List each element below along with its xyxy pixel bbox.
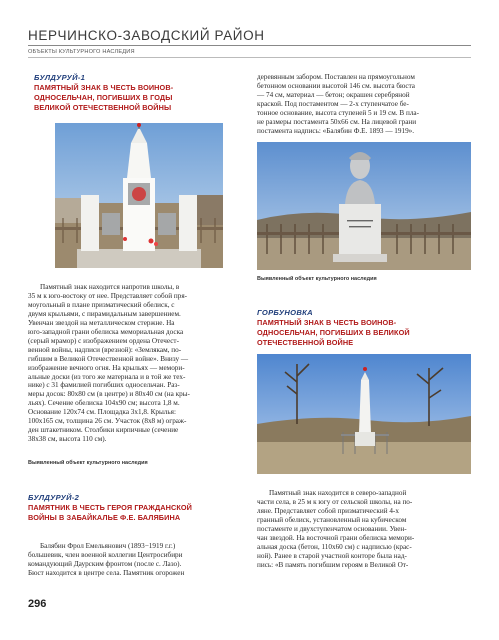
photo-obelisk-buldurui (55, 123, 223, 268)
text-line: 35 м к юго-востоку от нее. Представляет собой пря- (28, 291, 188, 300)
location-buldurui-1: БУЛДУРУЙ-1 (34, 73, 86, 82)
text-line: постаменте и двухступенчатом основании. Увен- (257, 524, 407, 533)
text-line: ной). Ранее в старой участной конторе была над- (257, 551, 407, 560)
text-line: части села, в 25 м к югу от сельской школы, на по- (257, 497, 413, 506)
text-line: не размеры постамента 50х66 см. На лицевой грани (257, 117, 417, 126)
text-line: льях). Сечение обелиска 104х90 см; высота 1,8 м. (28, 399, 180, 408)
text-line: гранный обелиск, установленный на кубическом (257, 515, 407, 524)
subheader-rule (28, 57, 471, 58)
text-line: 38х38 см, высота 110 см). (28, 435, 107, 444)
monument-title-2 (28, 503, 244, 523)
text-line: — 74 см, материал — бетон; окрашен серебряной (257, 90, 410, 99)
text-line: двумя крыльями, с пирамидальным завершением. (28, 309, 181, 318)
monument-title-1 (34, 83, 244, 113)
text-line: моугольный в плане призматический обелиск, с (28, 300, 175, 309)
header-rule (28, 45, 471, 46)
text-line: гибшим в Великой Отечественной войне». Внизу — (28, 354, 189, 363)
text-line: тонное основание, высота ступеней 5 и 19 см. В пла- (257, 108, 420, 117)
photo-caption-2: Выявленный объект культурного наследия (257, 276, 377, 282)
body-text-buldurui-2-continued (257, 73, 471, 136)
title-line: ПАМЯТНЫЙ ЗНАК В ЧЕСТЬ ВОИНОВ- (257, 318, 397, 327)
text-line: Балябин Фрол Емельянович (1893−1919 г.г.) (40, 542, 176, 550)
location-buldurui-2: БУЛДУРУЙ-2 (28, 493, 80, 502)
text-line: Увенчан звездой на металлическом стержне. На (28, 318, 175, 327)
text-line: деревянным забором. Поставлен на прямоугольном (257, 73, 415, 81)
text-line: 100х165 см, толщина 26 см. Участок (8х8 м) ограж- (28, 417, 187, 426)
location-gorbunovka: ГОРБУНОВКА (257, 308, 313, 317)
text-line: постамента надпись: «Балябин Ф.Е. 1893 — 1919». (257, 126, 415, 135)
text-line: Памятный знак находится в северо-западной (269, 489, 407, 497)
text-line: пись: «В память погибшим героям в Великой От- (257, 560, 409, 569)
section-subheader: ОБЪЕКТЫ КУЛЬТУРНОГО НАСЛЕДИЯ (28, 49, 135, 55)
body-text-buldurui-2 (28, 542, 242, 578)
text-line: командующий Даурским фронтом (после с. Лазо). (28, 559, 182, 568)
body-text-gorbunovka (257, 489, 471, 570)
text-line: бетонном основании высотой 146 см. высота бюста (257, 81, 415, 90)
text-line: краской. Под постаментом — 2-х ступенчатое бе- (257, 99, 409, 108)
text-line: (серый мрамор) с изображением ордена Отечест- (28, 336, 179, 345)
photo-obelisk-gorbunovka (257, 354, 471, 474)
title-line: ВОЙНЫ В ЗАБАЙКАЛЬЕ Ф.Е. БАЛЯБИНА (28, 513, 181, 522)
text-line: изображение вечного огня. На крыльях — мемори- (28, 363, 185, 372)
title-line: ПАМЯТНИК В ЧЕСТЬ ГЕРОЯ ГРАЖДАНСКОЙ (28, 503, 193, 512)
monument-title-3 (257, 318, 471, 348)
text-line: большевик, член военной коллегии Центросибири (28, 550, 183, 559)
text-line: меры досок: 80х80 см (в центре) и 80х40 см (на кры- (28, 390, 190, 399)
text-line: чан звездой. На восточной грани обелиска мемори- (257, 533, 415, 542)
title-line: ОТЕЧЕСТВЕННОЙ ВОЙНЕ (257, 338, 354, 347)
title-line: ВЕЛИКОЙ ОТЕЧЕСТВЕННОЙ ВОЙНЫ (34, 103, 172, 112)
title-line: ОДНОСЕЛЬЧАН, ПОГИБШИХ В ГОДЫ (34, 93, 173, 102)
text-line: венной войны, надписи (врезной): «Землякам, по- (28, 345, 182, 354)
body-text-buldurui-1 (28, 283, 242, 444)
title-line: ПАМЯТНЫЙ ЗНАК В ЧЕСТЬ ВОИНОВ- (34, 83, 174, 92)
text-line: Бюст находится в центре села. Памятник огорожен (28, 568, 185, 577)
text-line: ляне. Представляет собой призматический 4-х (257, 506, 399, 515)
text-line: альная доска (бетон, 110х60 см) с надписью (крас- (257, 542, 412, 551)
text-line: ден штакетником. Столбики кирпичные (сечение (28, 426, 179, 435)
text-line: юго-западной грани обелиска мемориальная доска (28, 327, 184, 336)
text-line: нике) с 31 фамилией погибших односельчан. Раз- (28, 381, 180, 390)
text-line: Памятный знак находится напротив школы, в (40, 283, 180, 291)
text-line: Основание 120х74 см. Площадка 3х1,8. Крылья: (28, 408, 176, 417)
region-title: НЕРЧИНСКО-ЗАВОДСКИЙ РАЙОН (28, 28, 265, 43)
photo-caption-1: Выявленный объект культурного наследия (28, 460, 148, 466)
page-number: 296 (28, 598, 47, 610)
photo-bust-balyabin (257, 142, 471, 270)
text-line: альные доски (из того же материала и в той же тех- (28, 372, 186, 381)
title-line: ОДНОСЕЛЬЧАН, ПОГИБШИХ В ВЕЛИКОЙ (257, 328, 410, 337)
